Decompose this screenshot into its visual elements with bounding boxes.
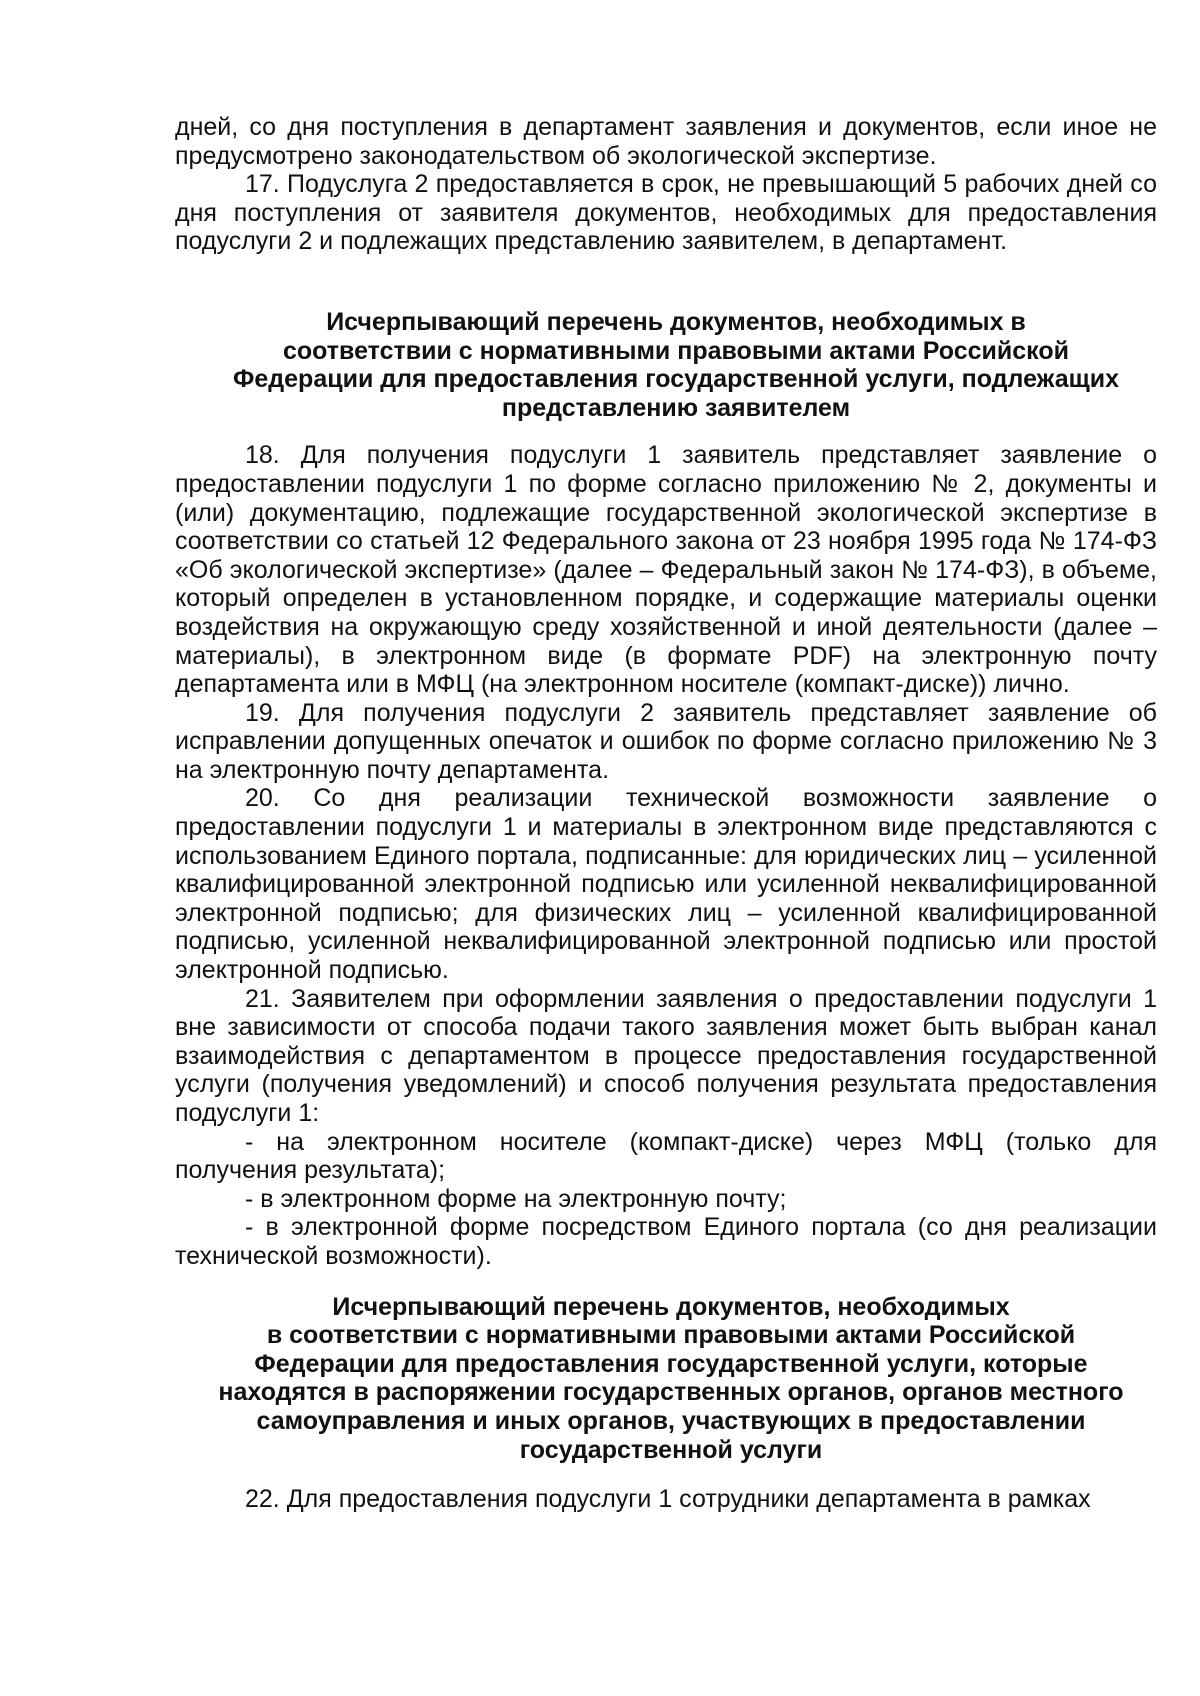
heading-line: Федерации для предоставления государственной услуги, подлежащих — [233, 365, 1119, 394]
heading-line: представлению заявителем — [501, 393, 851, 422]
heading-line: соответствии с нормативными правовыми актами Российской — [282, 336, 1069, 365]
heading-line: в соответствии с нормативными правовыми актами Российской — [266, 1321, 1076, 1350]
list-item-electronic-media: - на электронном носителе (компакт-диске) через МФЦ (только для получения результата); — [175, 1127, 1157, 1185]
paragraph-17: 17. Подуслуга 2 предоставляется в срок, не превышающий 5 рабочих дней со дня поступления от заявителя документов, необходимых для предоставления подуслуги 2 и подлежащих представлению заявителем, в департамент. — [175, 170, 1157, 256]
paragraph-19: 19. Для получения подуслуги 2 заявитель представляет заявление об исправлении допущенных опечаток и ошибок по форме согласно приложению № 3 на электронную почту департамента. — [175, 698, 1157, 784]
section-heading-applicant-documents — [175, 308, 1157, 422]
heading-line: государственной услуги — [519, 1435, 823, 1464]
heading-line: Исчерпывающий перечень документов, необходимых — [332, 1292, 1010, 1321]
list-item-unified-portal: - в электронной форме посредством Единого портала (со дня реализации технической возможности). — [175, 1213, 1157, 1270]
heading-line: Федерации для предоставления государственной услуги, которые — [254, 1349, 1088, 1378]
heading-line: Исчерпывающий перечень документов, необходимых в — [326, 307, 1026, 336]
document-page — [175, 113, 1157, 1514]
paragraph-intro: дней, со дня поступления в департамент заявления и документов, если иное не предусмотрено законодательством об экологической экспертизе. — [175, 113, 1157, 170]
paragraph-21: 21. Заявителем при оформлении заявления о предоставлении подуслуги 1 вне зависимости от способа подачи такого заявления может быть выбран канал взаимодействия с департаментом в процессе предоставления государственной услуги (получения уведомлений) и способ получения результата предоставления подуслуги 1: — [175, 984, 1157, 1127]
paragraph-22: 22. Для предоставления подуслуги 1 сотрудники департамента в рамках — [245, 1485, 1091, 1514]
heading-line: находятся в распоряжении государственных органов, органов местного — [218, 1378, 1124, 1407]
paragraph-20: 20. Со дня реализации технической возможности заявление о предоставлении подуслуги 1 и материалы в электронном виде представляются с использованием Единого портала, подписанные: для юридических лиц – усиленной квалифицированной электронной подписью или усиленной неквалифицированной электронной подписью; для физических лиц – усиленной квалифицированной подписью, усиленной неквалифицированной электронной подписью или простой электронной подписью. — [175, 784, 1157, 985]
section-heading-agency-documents — [175, 1293, 1157, 1465]
list-item-email: - в электронном форме на электронную почту; — [245, 1184, 787, 1213]
paragraph-18: 18. Для получения подуслуги 1 заявитель представляет заявление о предоставлении подуслуги 1 по форме согласно приложению № 2, документы и (или) документацию, подлежащие государственной экологической экспертизе в соответствии со статьей 12 Федерального закона от 23 ноября 1995 года № 174-ФЗ «Об экологической экспертизе» (далее – Федеральный закон № 174-ФЗ), в объеме, который определен в установленном порядке, и содержащие материалы оценки воздействия на окружающую среду хозяйственной и иной деятельности (далее – материалы), в электронном виде (в формате PDF) на электронную почту департамента или в МФЦ (на электронном носителе (компакт-диске)) лично. — [175, 441, 1157, 699]
heading-line: самоуправления и иных органов, участвующих в предоставлении — [256, 1406, 1086, 1435]
